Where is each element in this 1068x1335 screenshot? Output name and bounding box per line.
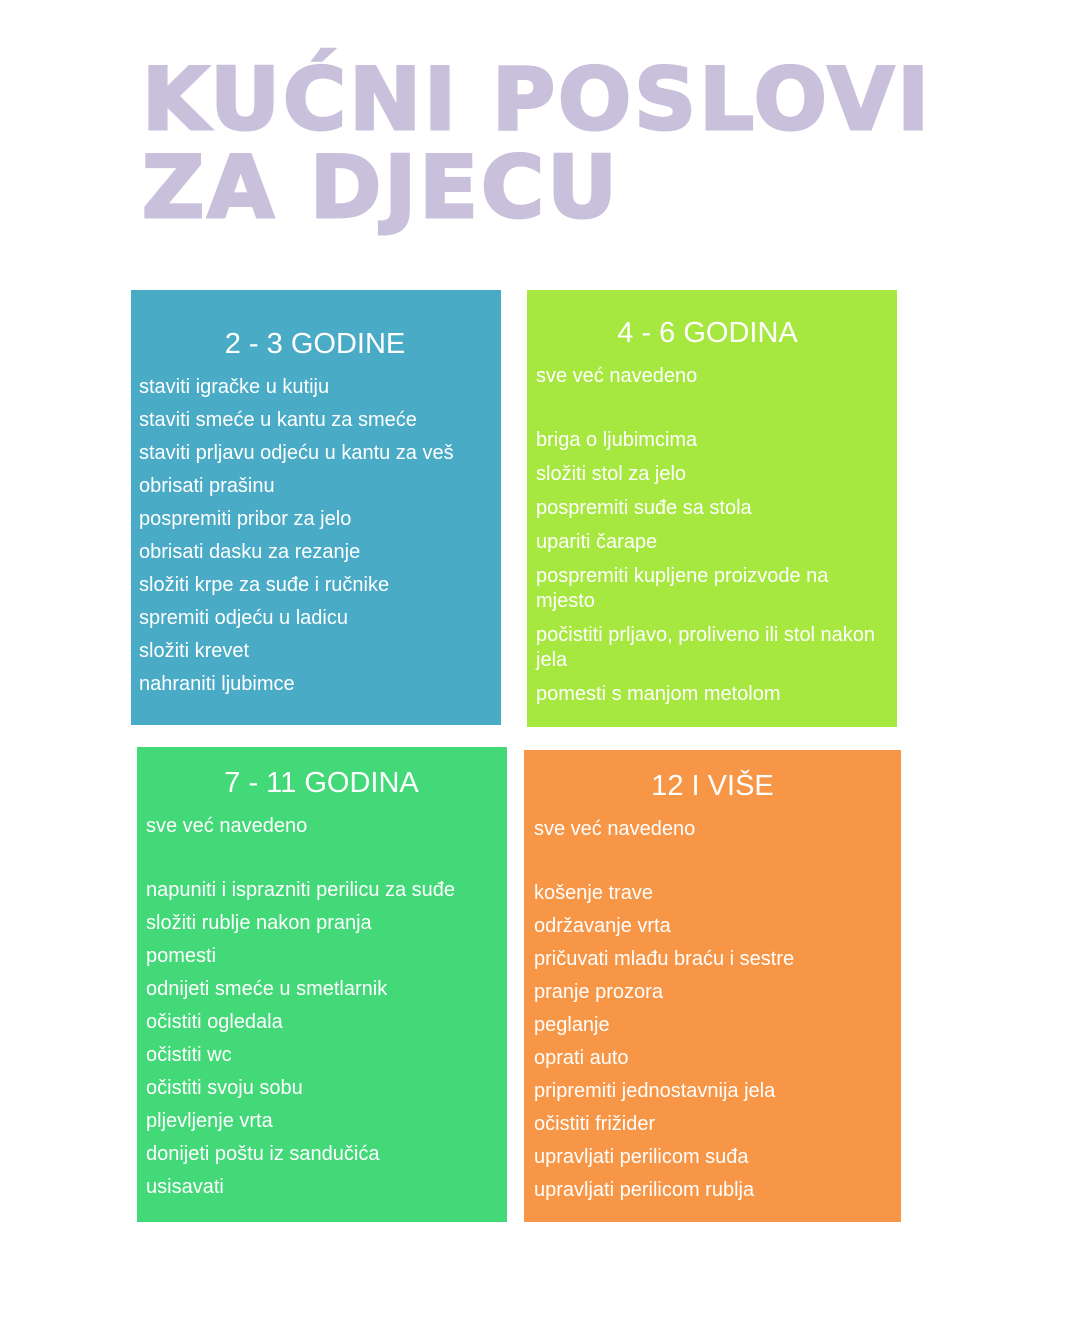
chore-item: obrisati prašinu — [139, 475, 275, 497]
chore-item: napuniti i isprazniti perilicu za suđe — [146, 879, 456, 901]
page-title — [142, 50, 933, 238]
page-title-line-1: KUĆNI POSLOVI — [142, 50, 933, 150]
age-card-12-plus — [524, 750, 901, 1222]
age-card-7-11 — [137, 747, 507, 1222]
chore-item: košenje trave — [534, 882, 653, 904]
age-card-2-3 — [131, 290, 501, 725]
chore-item: očistiti ogledala — [146, 1011, 283, 1033]
age-card-intro: sve već navedeno — [146, 815, 308, 837]
chore-item: odnijeti smeće u smetlarnik — [146, 978, 388, 1000]
chore-item: staviti igračke u kutiju — [139, 376, 330, 398]
chore-item: pomesti s manjom metolom — [536, 683, 781, 705]
chore-list — [146, 878, 497, 1199]
chore-item: oprati auto — [534, 1047, 629, 1069]
age-card-heading: 12 I VIŠE — [651, 770, 774, 802]
chore-item: peglanje — [534, 1014, 610, 1036]
chore-item: pospremiti kupljene proizvode na mjesto — [536, 565, 829, 612]
chore-item: briga o ljubimcima — [536, 429, 698, 451]
chore-item: upravljati perilicom suđa — [534, 1146, 749, 1168]
chore-item: očistiti frižider — [534, 1113, 656, 1135]
chore-item: donijeti poštu iz sandučića — [146, 1143, 380, 1165]
chore-item: složiti rublje nakon pranja — [146, 912, 372, 934]
chore-item: pljevljenje vrta — [146, 1110, 273, 1132]
chore-list — [534, 881, 891, 1202]
chore-item: upariti čarape — [536, 531, 658, 553]
chore-item: usisavati — [146, 1176, 224, 1198]
page-title-line-2: ZA DJECU — [142, 138, 620, 238]
age-card-4-6 — [527, 290, 897, 727]
chore-item: počistiti prljavo, proliveno ili stol nakon jela — [536, 624, 876, 671]
chore-item: pripremiti jednostavnija jela — [534, 1080, 776, 1102]
chore-item: staviti smeće u kantu za smeće — [139, 409, 417, 431]
chore-item: očistiti svoju sobu — [146, 1077, 303, 1099]
chore-item: pričuvati mlađu braću i sestre — [534, 948, 795, 970]
chore-item: održavanje vrta — [534, 915, 671, 937]
chore-item: pranje prozora — [534, 981, 663, 1003]
chore-item: staviti prljavu odjeću u kantu za veš — [139, 442, 454, 464]
chore-list — [536, 428, 879, 707]
chore-item: spremiti odjeću u ladicu — [139, 607, 348, 629]
chore-item: upravljati perilicom rublja — [534, 1179, 755, 1201]
chore-item: složiti krevet — [139, 640, 250, 662]
chore-item: pospremiti pribor za jelo — [139, 508, 352, 530]
age-card-heading: 2 - 3 GODINE — [224, 328, 406, 360]
age-card-intro: sve već navedeno — [536, 365, 698, 387]
age-card-intro: sve već navedeno — [534, 818, 696, 840]
chore-item: očistiti wc — [146, 1044, 232, 1066]
chore-item: složiti stol za jelo — [536, 463, 687, 485]
chore-item: pospremiti suđe sa stola — [536, 497, 752, 519]
chore-item: nahraniti ljubimce — [139, 673, 295, 695]
chore-item: složiti krpe za suđe i ručnike — [139, 574, 390, 596]
chore-list — [139, 375, 491, 696]
age-card-heading: 4 - 6 GODINA — [617, 317, 798, 349]
chore-item: obrisati dasku za rezanje — [139, 541, 361, 563]
age-card-heading: 7 - 11 GODINA — [224, 767, 419, 799]
chore-item: pomesti — [146, 945, 217, 967]
